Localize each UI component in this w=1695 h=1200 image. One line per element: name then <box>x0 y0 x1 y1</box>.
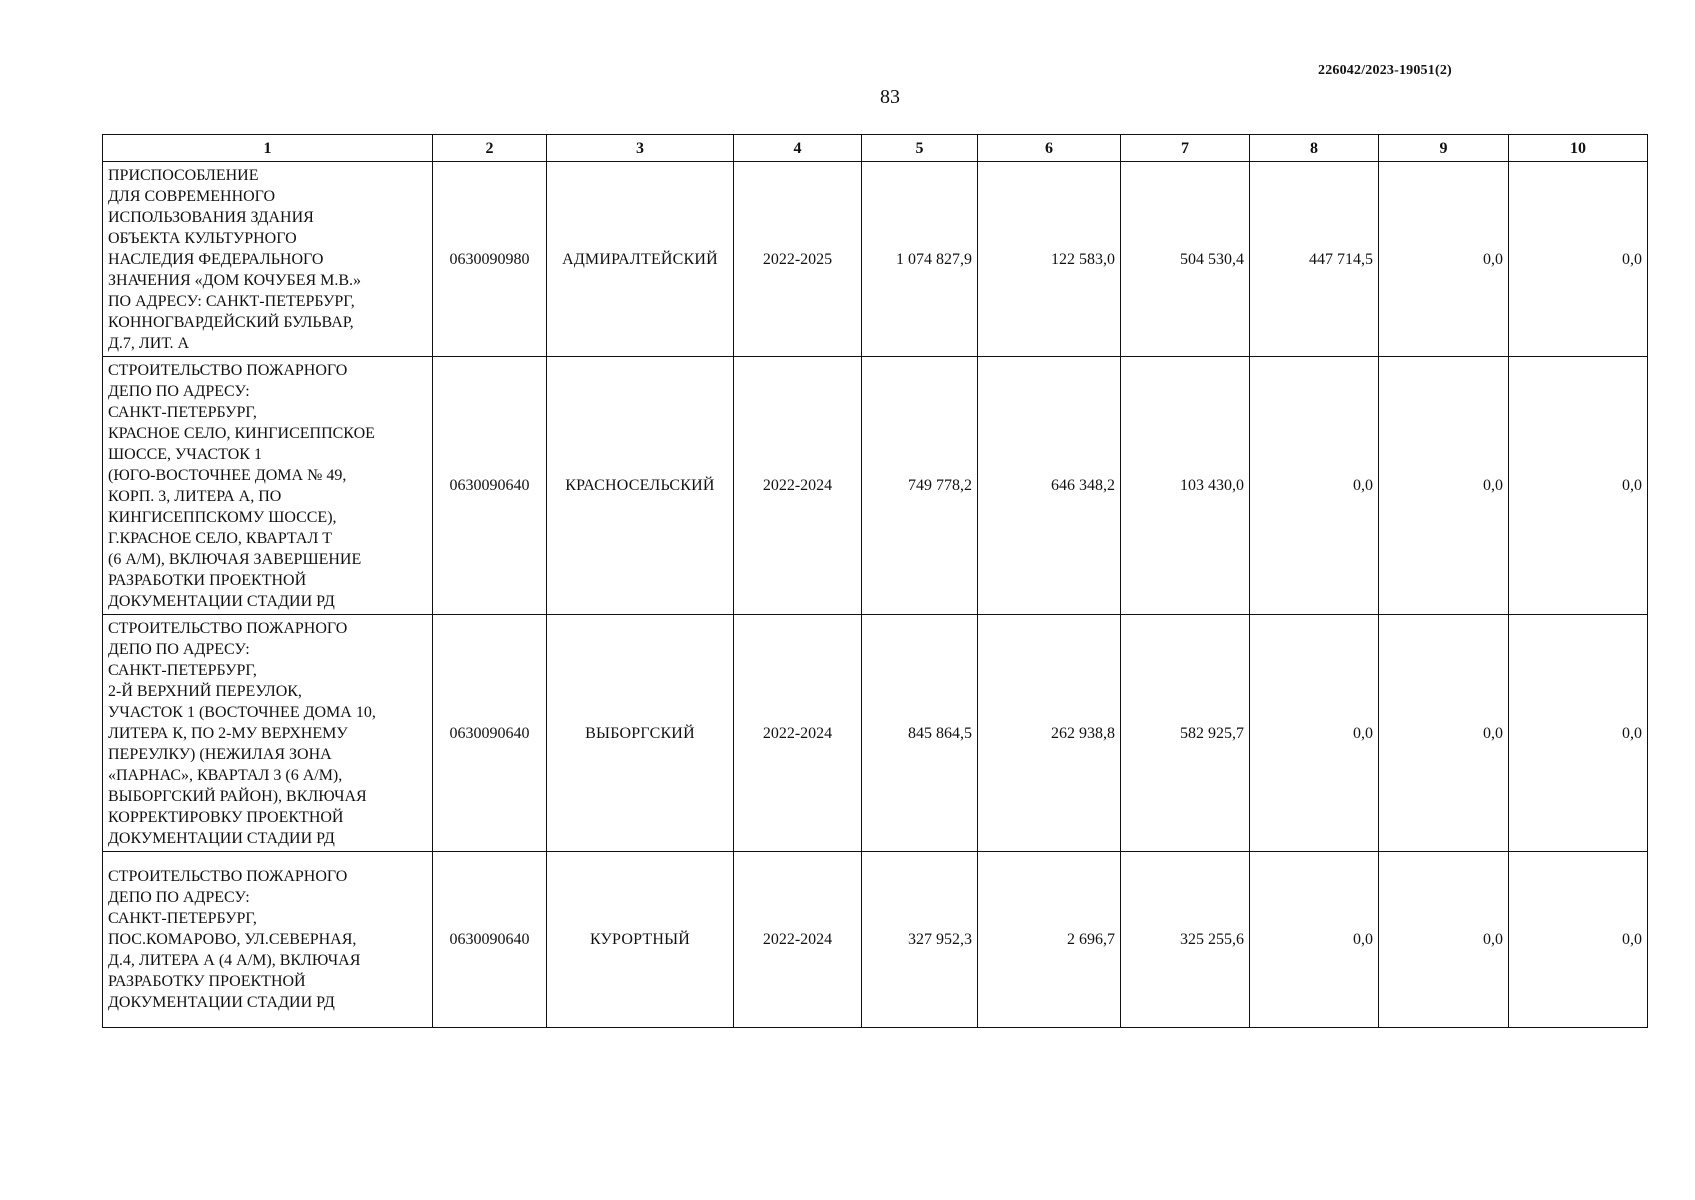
object-name-line: ДОКУМЕНТАЦИИ СТАДИИ РД <box>108 592 335 610</box>
object-name-line: КОРП. 3, ЛИТЕРА А, ПО <box>108 487 282 505</box>
object-name-line: ПЕРЕУЛКУ) (НЕЖИЛАЯ ЗОНА <box>108 745 332 763</box>
object-name-line: «ПАРНАС», КВАРТАЛ 3 (6 А/М), <box>108 766 343 784</box>
object-name-line: САНКТ-ПЕТЕРБУРГ, <box>108 661 257 679</box>
value-cell: 0,0 <box>1250 852 1379 1028</box>
value-cell: 447 714,5 <box>1250 162 1379 357</box>
data-table <box>102 134 1648 1028</box>
object-name-line: ИСПОЛЬЗОВАНИЯ ЗДАНИЯ <box>108 208 314 226</box>
object-name-cell <box>103 615 433 852</box>
object-name-line: САНКТ-ПЕТЕРБУРГ, <box>108 403 257 421</box>
object-name-line: ДЕПО ПО АДРЕСУ: <box>108 889 250 906</box>
value-cell: 103 430,0 <box>1121 357 1250 615</box>
object-name-line: ДЕПО ПО АДРЕСУ: <box>108 382 250 400</box>
value-cell: 504 530,4 <box>1121 162 1250 357</box>
value-cell: 0,0 <box>1509 615 1648 852</box>
column-header: 2 <box>433 135 547 162</box>
column-header: 9 <box>1379 135 1509 162</box>
object-name-line: ВЫБОРГСКИЙ РАЙОН), ВКЛЮЧАЯ <box>108 787 367 805</box>
value-cell: 262 938,8 <box>978 615 1121 852</box>
object-name-line: ОБЪЕКТА КУЛЬТУРНОГО <box>108 229 297 247</box>
value-cell: 646 348,2 <box>978 357 1121 615</box>
object-name-line: РАЗРАБОТКУ ПРОЕКТНОЙ <box>108 973 306 990</box>
district-cell: АДМИРАЛТЕЙСКИЙ <box>547 162 734 357</box>
code-cell: 0630090980 <box>433 162 547 357</box>
column-header: 7 <box>1121 135 1250 162</box>
value-cell: 0,0 <box>1509 357 1648 615</box>
object-name-line: КОРРЕКТИРОВКУ ПРОЕКТНОЙ <box>108 808 344 826</box>
object-name-line: НАСЛЕДИЯ ФЕДЕРАЛЬНОГО <box>108 250 324 268</box>
code-cell: 0630090640 <box>433 615 547 852</box>
value-cell: 0,0 <box>1379 357 1509 615</box>
period-cell: 2022-2024 <box>734 357 862 615</box>
object-name-line: СТРОИТЕЛЬСТВО ПОЖАРНОГО <box>108 868 348 885</box>
column-header: 8 <box>1250 135 1379 162</box>
object-name-line: Г.КРАСНОЕ СЕЛО, КВАРТАЛ Т <box>108 529 333 547</box>
period-cell: 2022-2024 <box>734 615 862 852</box>
object-name-line: ЛИТЕРА К, ПО 2-МУ ВЕРХНЕМУ <box>108 724 348 742</box>
object-name-line: САНКТ-ПЕТЕРБУРГ, <box>108 910 257 927</box>
value-cell: 582 925,7 <box>1121 615 1250 852</box>
value-cell: 1 074 827,9 <box>862 162 978 357</box>
object-name-line: Д.7, ЛИТ. А <box>108 334 190 352</box>
object-name-line: (ЮГО-ВОСТОЧНЕЕ ДОМА № 49, <box>108 466 347 484</box>
object-name-cell <box>103 162 433 357</box>
object-name-line: ДЛЯ СОВРЕМЕННОГО <box>108 187 276 205</box>
value-cell: 749 778,2 <box>862 357 978 615</box>
value-cell: 122 583,0 <box>978 162 1121 357</box>
value-cell: 0,0 <box>1250 357 1379 615</box>
code-cell: 0630090640 <box>433 357 547 615</box>
object-name-cell <box>103 357 433 615</box>
column-header: 1 <box>103 135 433 162</box>
object-name-cell <box>103 852 433 1028</box>
value-cell: 0,0 <box>1379 615 1509 852</box>
header-row <box>103 135 1648 162</box>
object-name-line: ШОССЕ, УЧАСТОК 1 <box>108 445 262 463</box>
column-header: 10 <box>1509 135 1648 162</box>
value-cell: 2 696,7 <box>978 852 1121 1028</box>
value-cell: 327 952,3 <box>862 852 978 1028</box>
column-header: 5 <box>862 135 978 162</box>
district-cell: КУРОРТНЫЙ <box>547 852 734 1028</box>
object-name-line: ДОКУМЕНТАЦИИ СТАДИИ РД <box>108 994 335 1011</box>
period-cell: 2022-2024 <box>734 852 862 1028</box>
object-name-line: (6 А/М), ВКЛЮЧАЯ ЗАВЕРШЕНИЕ <box>108 550 362 568</box>
object-name-line: ПО АДРЕСУ: САНКТ-ПЕТЕРБУРГ, <box>108 292 355 310</box>
value-cell: 0,0 <box>1509 162 1648 357</box>
object-name-line: ПОС.КОМАРОВО, УЛ.СЕВЕРНАЯ, <box>108 931 357 948</box>
column-header: 6 <box>978 135 1121 162</box>
object-name-line: 2-Й ВЕРХНИЙ ПЕРЕУЛОК, <box>108 682 302 700</box>
page-number: 83 <box>880 86 900 108</box>
value-cell: 0,0 <box>1250 615 1379 852</box>
column-header: 3 <box>547 135 734 162</box>
table-row <box>103 162 1648 357</box>
object-name-line: КИНГИСЕППСКОМУ ШОССЕ), <box>108 508 337 526</box>
object-name-line: ЗНАЧЕНИЯ «ДОМ КОЧУБЕЯ М.В.» <box>108 271 362 289</box>
table-row <box>103 615 1648 852</box>
value-cell: 0,0 <box>1379 162 1509 357</box>
period-cell: 2022-2025 <box>734 162 862 357</box>
object-name-line: КРАСНОЕ СЕЛО, КИНГИСЕППСКОЕ <box>108 424 375 442</box>
object-name-line: УЧАСТОК 1 (ВОСТОЧНЕЕ ДОМА 10, <box>108 703 376 721</box>
table-row <box>103 852 1648 1028</box>
object-name-line: Д.4, ЛИТЕРА А (4 А/М), ВКЛЮЧАЯ <box>108 952 361 969</box>
object-name-line: ДЕПО ПО АДРЕСУ: <box>108 640 250 658</box>
object-name-line: ПРИСПОСОБЛЕНИЕ <box>108 166 259 184</box>
document-id: 226042/2023-19051(2) <box>1318 63 1452 78</box>
object-name-line: СТРОИТЕЛЬСТВО ПОЖАРНОГО <box>108 619 348 637</box>
column-header: 4 <box>734 135 862 162</box>
object-name-line: РАЗРАБОТКИ ПРОЕКТНОЙ <box>108 571 307 589</box>
object-name-line: СТРОИТЕЛЬСТВО ПОЖАРНОГО <box>108 361 348 379</box>
code-cell: 0630090640 <box>433 852 547 1028</box>
value-cell: 845 864,5 <box>862 615 978 852</box>
object-name-line: ДОКУМЕНТАЦИИ СТАДИИ РД <box>108 829 335 847</box>
table-row <box>103 357 1648 615</box>
value-cell: 325 255,6 <box>1121 852 1250 1028</box>
object-name-line: КОННОГВАРДЕЙСКИЙ БУЛЬВАР, <box>108 313 354 331</box>
value-cell: 0,0 <box>1379 852 1509 1028</box>
district-cell: ВЫБОРГСКИЙ <box>547 615 734 852</box>
district-cell: КРАСНОСЕЛЬСКИЙ <box>547 357 734 615</box>
value-cell: 0,0 <box>1509 852 1648 1028</box>
